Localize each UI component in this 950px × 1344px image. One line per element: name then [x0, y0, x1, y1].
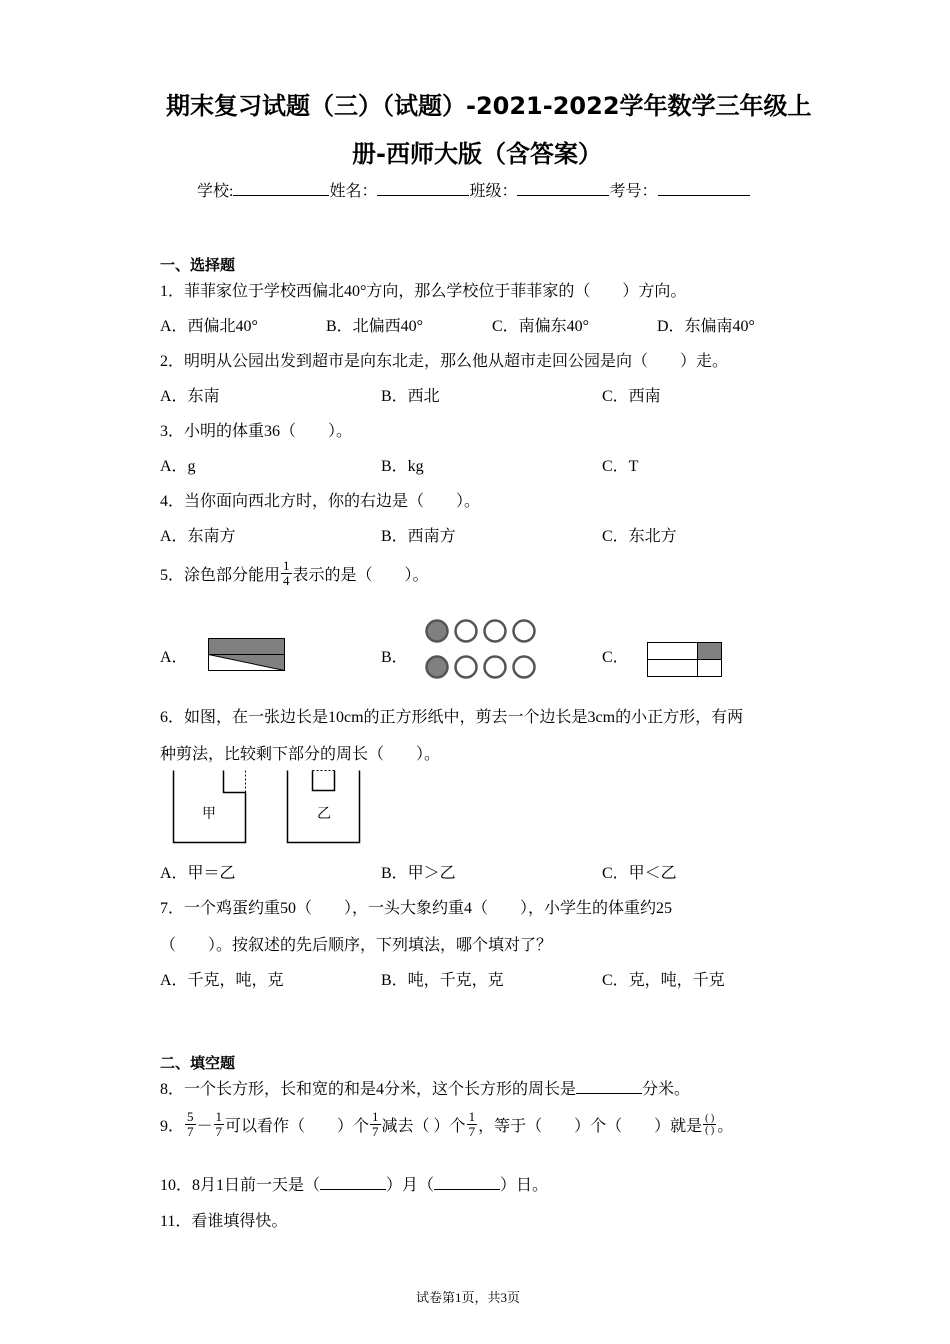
q8: [160, 1076, 690, 1099]
jia-label: 甲: [202, 806, 216, 822]
q9-frac4: [467, 1110, 478, 1139]
q5-option-a[interactable]: A．: [160, 649, 188, 666]
q9: [160, 1110, 733, 1139]
q9-f4-num: 1: [468, 1109, 476, 1124]
q3-stem: 3．小明的体重36（ ）。: [160, 423, 353, 440]
page-footer: 试卷第1页，共3页: [416, 1290, 521, 1305]
name-field[interactable]: [377, 181, 469, 196]
q5b-circle: [456, 621, 477, 642]
q4-stem: 4．当你面向西北方时，你的右边是（ ）。: [160, 493, 481, 510]
q3-option-b[interactable]: B．kg: [381, 458, 424, 475]
q11-stem: 11．看谁填得快。: [160, 1213, 288, 1230]
q9-text2: 减去（ ）个: [381, 1118, 466, 1135]
q9-f5-num: ( ): [705, 1113, 715, 1124]
class-field[interactable]: [517, 181, 609, 196]
q9-frac5[interactable]: [703, 1113, 716, 1136]
q8-after: 分米。: [642, 1081, 691, 1098]
q4-option-c[interactable]: C．东北方: [602, 528, 677, 545]
q7-option-c[interactable]: C．克，吨，千克: [602, 972, 725, 989]
q9-minus: －: [196, 1118, 213, 1135]
section1-heading: 一、选择题: [160, 256, 236, 274]
q1-option-a[interactable]: A．西偏北40°: [160, 318, 258, 335]
q9-f5-den: ( ): [705, 1125, 715, 1136]
q5-stem-before: 5．涂色部分能用: [160, 567, 281, 584]
q9-frac3: [370, 1110, 381, 1139]
yi-label: 乙: [317, 806, 331, 822]
q5-fraction: [281, 559, 292, 588]
q2-option-a[interactable]: A．东南: [160, 388, 220, 405]
q7-stem-line2: （ ）。按叙述的先后顺序，下列填法，哪个填对了？: [160, 937, 553, 954]
q10-month-blank[interactable]: [320, 1175, 386, 1190]
q9-frac2: [214, 1110, 225, 1139]
q10: [160, 1172, 548, 1195]
q9-f4-den: 7: [468, 1124, 476, 1139]
exam-no-field[interactable]: [658, 181, 750, 196]
q8-blank[interactable]: [576, 1079, 642, 1094]
q7-option-a[interactable]: A．千克，吨，克: [160, 972, 284, 989]
q5-option-b[interactable]: B．: [381, 649, 408, 666]
q2-stem: 2．明明从公园出发到超市是向东北走，那么他从超市走回公园是向（ ）走。: [160, 353, 729, 370]
q10-part-a: 10．8月1日前一天是（: [160, 1177, 321, 1194]
q9-text4: 。: [717, 1118, 734, 1135]
q6-figure-yi: [286, 770, 362, 846]
q5-figure-c: [647, 642, 725, 678]
q3-option-a[interactable]: A．g: [160, 458, 196, 475]
q4-option-a[interactable]: A．东南方: [160, 528, 236, 545]
q5-frac-den: 4: [283, 573, 290, 588]
q5b-circle: [485, 621, 506, 642]
school-field[interactable]: [233, 181, 329, 196]
q8-before: 8．一个长方形，长和宽的和是4分米，这个长方形的周长是: [160, 1081, 577, 1098]
q5c-shaded-cell: [698, 643, 722, 660]
name-label: 姓名：: [329, 183, 378, 200]
q5b-circle: [514, 621, 535, 642]
q5-stem-after: 表示的是（ ）。: [292, 567, 429, 584]
q9-f3-num: 1: [372, 1109, 379, 1124]
q5-option-c[interactable]: C．: [602, 649, 629, 666]
q5b-circle-shaded: [427, 657, 448, 678]
q10-day-blank[interactable]: [434, 1175, 500, 1190]
q1-option-b[interactable]: B．北偏西40°: [326, 318, 424, 335]
q9-f3-den: 7: [372, 1124, 379, 1139]
q1-option-c[interactable]: C．南偏东40°: [492, 318, 590, 335]
q6-stem-line1: 6．如图，在一张边长是10cm的正方形纸中，剪去一个边长是3cm的小正方形，有两: [160, 709, 744, 726]
q6-option-b[interactable]: B．甲＞乙: [381, 865, 456, 882]
q5b-circle: [514, 657, 535, 678]
q9-f1-den: 7: [187, 1124, 194, 1139]
q7-stem-line1: 7．一个鸡蛋约重50（ ），一头大象约重4（ ），小学生的体重约25: [160, 900, 673, 917]
q7-option-b[interactable]: B．吨，千克，克: [381, 972, 504, 989]
school-label: 学校:: [197, 183, 234, 200]
q5b-circle-shaded: [427, 621, 448, 642]
q9-f1-num: 5: [187, 1109, 194, 1124]
q3-option-c[interactable]: C．T: [602, 458, 639, 475]
q2-option-b[interactable]: B．西北: [381, 388, 440, 405]
page-title-line2: 册-西师大版（含答案）: [352, 140, 602, 168]
q6-stem-line2: 种剪法，比较剩下部分的周长（ ）。: [160, 746, 441, 763]
q9-f2-den: 7: [215, 1124, 223, 1139]
q6-option-a[interactable]: A．甲＝乙: [160, 865, 236, 882]
q1-stem: 1．菲菲家位于学校西偏北40°方向，那么学校位于菲菲家的（ ）方向。: [160, 283, 687, 300]
q5-figure-a: [208, 638, 286, 674]
q10-part-c: ）日。: [500, 1177, 549, 1194]
q2-option-c[interactable]: C．西南: [602, 388, 661, 405]
q5-figure-b: [424, 618, 540, 682]
q5a-shaded-top: [209, 639, 285, 655]
section2-heading: 二、填空题: [160, 1054, 236, 1072]
q9-f2-num: 1: [215, 1109, 223, 1124]
q9-text3: ，等于（ ）个（ ）就是: [478, 1118, 703, 1135]
q5-frac-num: 1: [283, 558, 290, 573]
q9-num: 9．: [160, 1118, 185, 1135]
exam-no-label: 考号：: [609, 183, 658, 200]
q6-option-c[interactable]: C．甲＜乙: [602, 865, 677, 882]
q4-option-b[interactable]: B．西南方: [381, 528, 456, 545]
yi-notch: [313, 771, 335, 791]
q10-part-b: ）月（: [386, 1177, 435, 1194]
q5-stem: [160, 559, 429, 588]
q9-frac1: [185, 1110, 196, 1139]
q1-option-d[interactable]: D．东偏南40°: [657, 318, 755, 335]
page-title-line1: 期末复习试题（三）（试题）-2021-2022学年数学三年级上: [166, 92, 812, 120]
student-info-row: [197, 178, 750, 201]
q6-figure-jia: [172, 770, 248, 846]
class-label: 班级：: [469, 183, 518, 200]
q5b-circle: [456, 657, 477, 678]
q9-text1: 可以看作（ ）个: [225, 1118, 370, 1135]
q5b-circle: [485, 657, 506, 678]
